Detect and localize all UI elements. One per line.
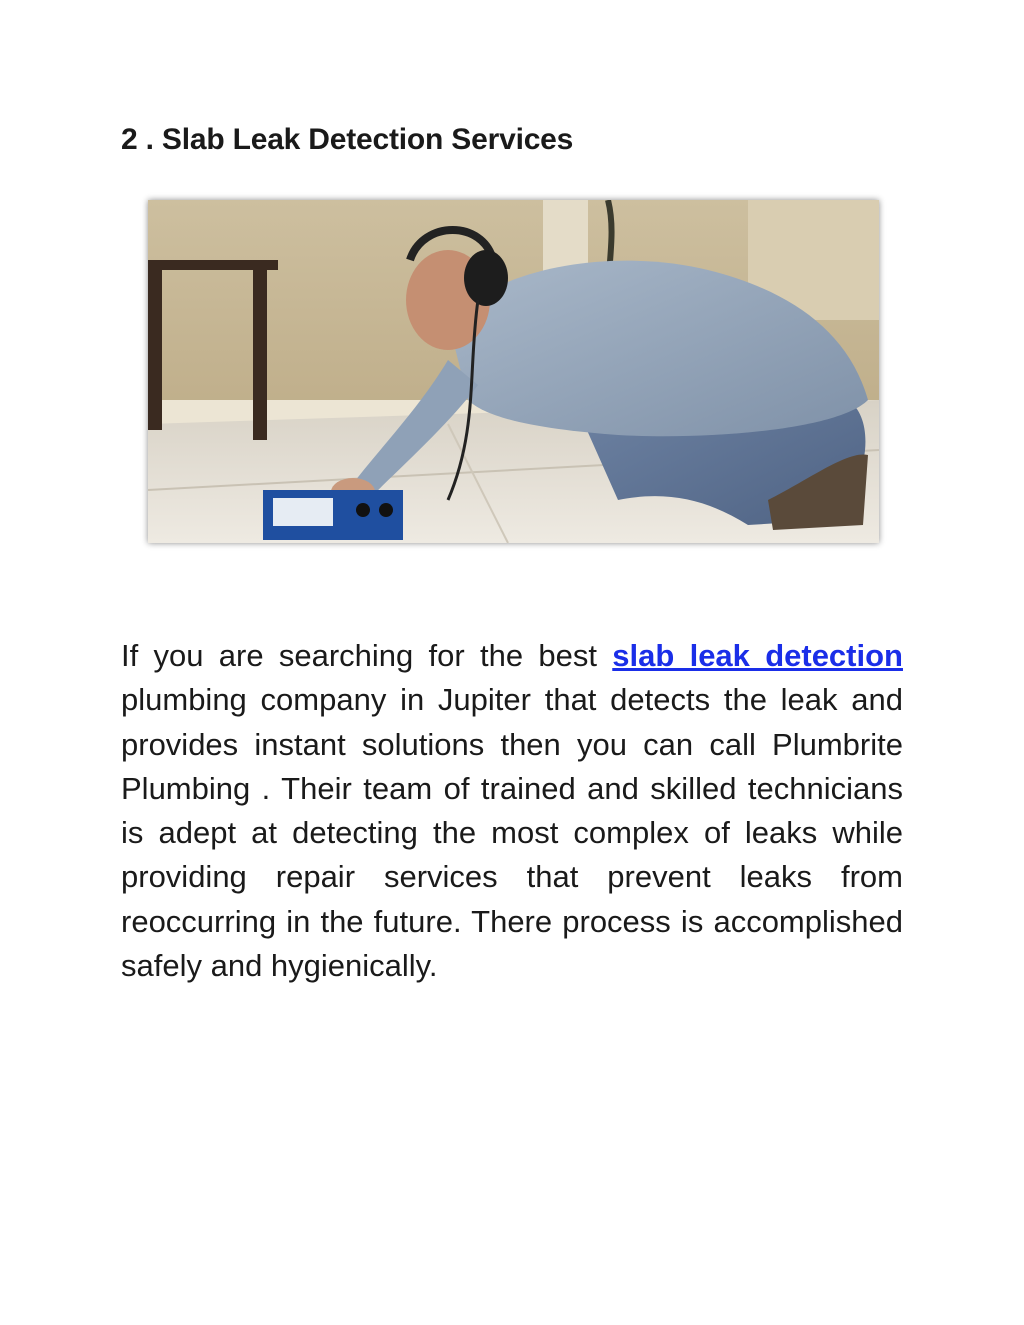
photo-illustration bbox=[148, 200, 879, 543]
paragraph-intro: If you are searching for the best bbox=[121, 638, 613, 673]
paragraph-rest: company in Jupiter that detects the leak and provides instant solutions then you can call Plumbrite Plumbing . Their team of trained and skilled technicians is adept at detecting the most complex of leaks while providing repair services that prevent leaks from reoccurring in the future. There process is accomplished safely and hygienically. bbox=[121, 682, 903, 984]
description-paragraph bbox=[121, 634, 903, 988]
technician-photo bbox=[148, 200, 879, 543]
plumbing-link[interactable]: plumbing bbox=[121, 682, 247, 718]
section-heading: 2 . Slab Leak Detection Services bbox=[121, 123, 574, 156]
slab-leak-detection-link[interactable]: slab leak detection bbox=[612, 638, 903, 673]
